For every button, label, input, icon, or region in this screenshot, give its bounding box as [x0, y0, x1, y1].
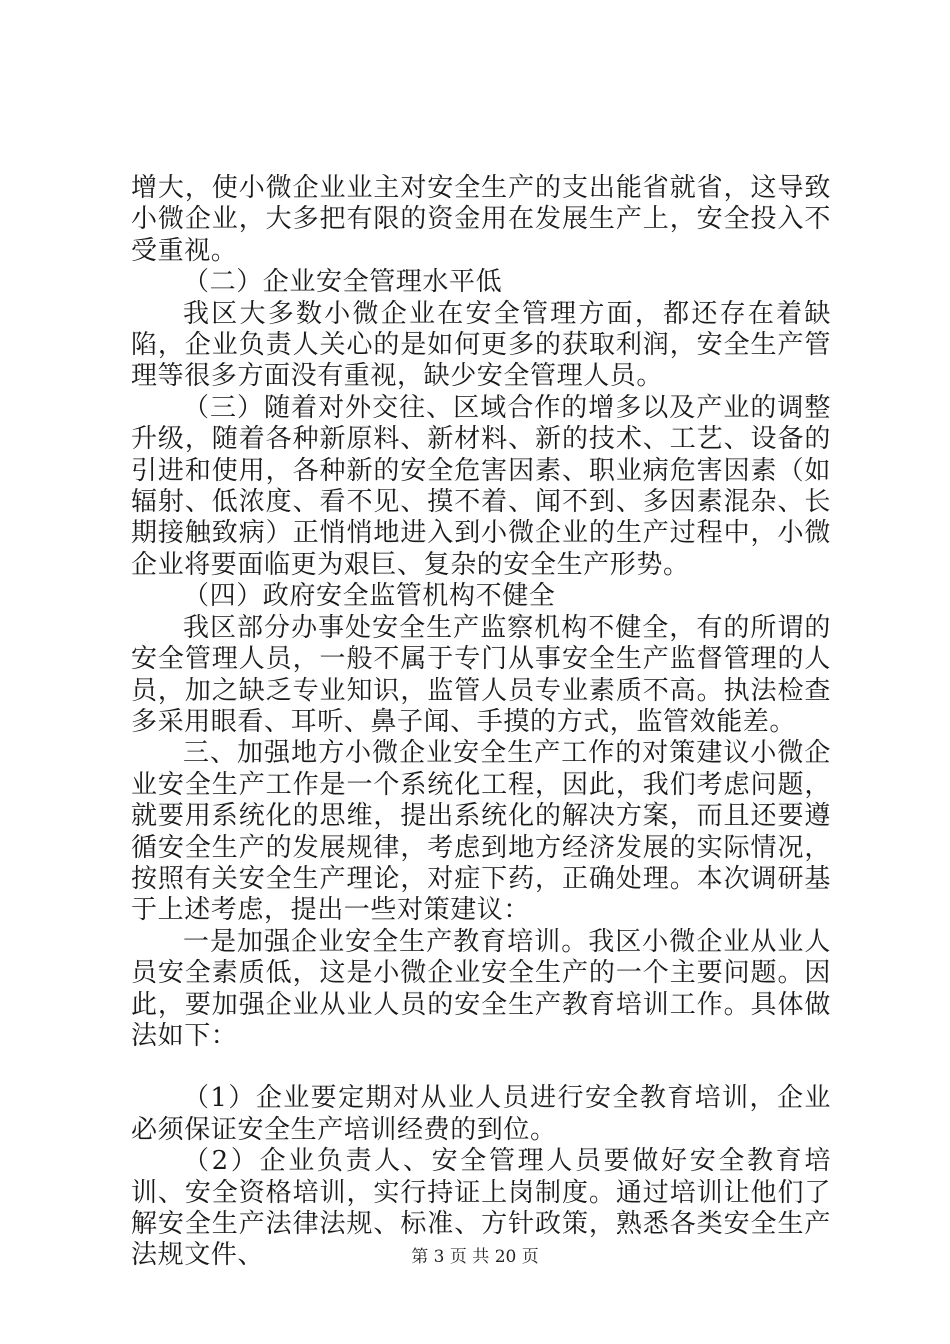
paragraph-6: 我区部分办事处安全生产监察机构不健全，有的所谓的安全管理人员，一般不属于专门从事安全生产监督管理的人员，加之缺乏专业知识，监管人员专业素质不高。执法检查多采用眼看、耳听、鼻子闻、手摸的方式，监管效能差。 — [131, 612, 831, 737]
section-heading-4: （四）政府安全监管机构不健全 — [183, 581, 556, 612]
paragraph-8: 一是加强企业安全生产教育培训。我区小微企业从业人员安全素质低，这是小微企业安全生产的一个主要问题。因此，要加强企业从业人员的安全生产教育培训工作。具体做法如下： — [131, 926, 831, 1051]
section-heading-2: （二）企业安全管理水平低 — [183, 267, 503, 298]
page-number-footer: 第 3 页 共 20 页 — [411, 1247, 539, 1267]
paragraph-4: （三）随着对外交往、区域合作的增多以及产业的调整升级，随着各种新原料、新材料、新的技术、工艺、设备的引进和使用，各种新的安全危害因素、职业病危害因素（如辐射、低浓度、看不见、摸不着、闻不到、多因素混杂、长期接触致病）正悄悄地进入到小微企业的生产过程中，小微企业将要面临更为艰巨、复杂的安全生产形势。 — [131, 392, 831, 580]
paragraph-3: 我区大多数小微企业在安全管理方面，都还存在着缺陷，企业负责人关心的是如何更多的获取利润，安全生产管理等很多方面没有重视，缺少安全管理人员。 — [131, 298, 831, 392]
list-item-2: （2）企业负责人、安全管理人员要做好安全教育培训、安全资格培训，实行持证上岗制度。通过培训让他们了解安全生产法律法规、标准、方针政策，熟悉各类安全生产法规文件、 — [131, 1146, 831, 1271]
list-item-1: （1）企业要定期对从业人员进行安全教育培训，企业必须保证安全生产培训经费的到位。 — [131, 1083, 831, 1145]
paragraph-7: 三、加强地方小微企业安全生产工作的对策建议小微企业安全生产工作是一个系统化工程，因此，我们考虑问题，就要用系统化的思维，提出系统化的解决方案，而且还要遵循安全生产的发展规律，考虑到地方经济发展的实际情况，按照有关安全生产理论，对症下药，正确处理。本次调研基于上述考虑，提出一些对策建议： — [131, 738, 831, 926]
paragraph-1: 增大，使小微企业业主对安全生产的支出能省就省，这导致小微企业，大多把有限的资金用在发展生产上，安全投入不受重视。 — [131, 173, 831, 266]
document-body — [131, 173, 831, 1272]
